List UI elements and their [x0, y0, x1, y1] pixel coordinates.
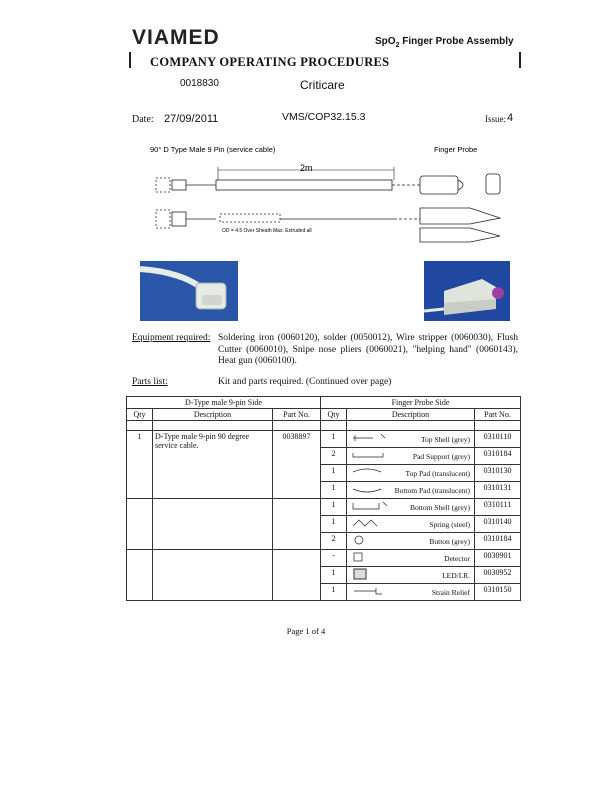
top-view-cable: [156, 174, 500, 194]
col-desc-right: Description: [347, 409, 475, 421]
table-row: [127, 431, 521, 448]
side-view-cable: [156, 208, 500, 242]
right-qty: 1: [321, 516, 347, 533]
right-qty: 2: [321, 533, 347, 550]
right-description-text: Button (grey): [429, 537, 470, 546]
right-qty: 1: [321, 431, 347, 448]
table-row: [127, 550, 521, 567]
right-qty: 2: [321, 448, 347, 465]
title-rest: Finger Probe Assembly: [399, 36, 514, 47]
right-qty: -: [321, 550, 347, 567]
col-qty-right: Qty: [321, 409, 347, 421]
finger-probe-image: [424, 261, 510, 321]
bottom-shell-icon: [351, 500, 391, 512]
top-shell-icon: [351, 432, 391, 444]
right-description-text: Top Pad (translucent): [405, 469, 470, 478]
right-qty: 1: [321, 584, 347, 601]
diagram-right-label: Finger Probe: [434, 145, 478, 154]
left-empty-cell: [273, 499, 321, 550]
document-number: 0018830: [180, 78, 219, 89]
length-label: 2m: [300, 163, 313, 173]
right-part-no: 0030901: [475, 550, 521, 567]
pad-support-icon: [351, 449, 391, 461]
left-empty-cell: [273, 550, 321, 601]
right-description-text: Bottom Pad (translucent): [394, 486, 470, 495]
col-part-left: Part No.: [273, 409, 321, 421]
client-name: Criticare: [300, 78, 345, 92]
issue-label: Issue:: [485, 114, 506, 124]
right-description-text: Strain Relief: [431, 588, 470, 597]
title-subscript: 2: [395, 42, 400, 49]
title-main: SpO: [375, 36, 396, 47]
date-value: 27/09/2011: [164, 113, 219, 125]
parts-text: Kit and parts required. (Continued over page): [218, 377, 392, 387]
right-qty: 1: [321, 567, 347, 584]
cop-title: COMPANY OPERATING PROCEDURES: [150, 55, 390, 69]
left-empty-cell: [153, 499, 273, 550]
right-qty: 1: [321, 499, 347, 516]
spring-icon: [351, 517, 391, 529]
left-part-no: 0038897: [273, 431, 321, 499]
right-group-header: Finger Probe Side: [321, 397, 521, 409]
issue-value: 4: [507, 112, 514, 124]
right-description: [347, 516, 475, 533]
cable-diagram: [150, 140, 520, 250]
right-description-text: Spring (steel): [429, 520, 470, 529]
right-description-text: Pad Support (grey): [412, 452, 470, 461]
right-description: [347, 567, 475, 584]
right-description: [347, 448, 475, 465]
right-description: [347, 465, 475, 482]
left-empty-cell: [153, 550, 273, 601]
table-group-header: [127, 397, 521, 409]
right-description-text: Top Shell (grey): [420, 435, 470, 444]
right-description-text: LED/I.R.: [442, 571, 470, 580]
right-part-no: 0310150: [475, 584, 521, 601]
right-part-no: 0310130: [475, 465, 521, 482]
col-desc-left: Description: [153, 409, 273, 421]
left-description: D-Type male 9-pin 90 degree service cable.: [153, 431, 273, 499]
right-part-no: 0310140: [475, 516, 521, 533]
left-empty-cell: [127, 550, 153, 601]
parts-label: Parts list:: [132, 377, 168, 387]
right-description: [347, 431, 475, 448]
diagram-note: OD = 4.5 Over Sheath Max. Extruded all: [222, 228, 312, 234]
right-description-text: Detector: [444, 554, 470, 563]
right-description: [347, 482, 475, 499]
spacer-row: [127, 421, 521, 431]
bottom-pad-icon: [351, 483, 391, 495]
detector-icon: [351, 551, 391, 563]
led-icon: [351, 568, 391, 580]
strain-relief-icon: [351, 585, 391, 597]
right-qty: 1: [321, 482, 347, 499]
table-column-headers: [127, 409, 521, 421]
equipment-label: Equipment required:: [132, 333, 211, 343]
d-type-connector-image: [140, 261, 238, 321]
right-part-no: 0310184: [475, 448, 521, 465]
button-icon: [351, 534, 391, 546]
right-description: [347, 584, 475, 601]
page-footer: Page 1 of 4: [286, 626, 326, 636]
left-group-header: D-Type male 9-pin Side: [127, 397, 321, 409]
right-description: [347, 533, 475, 550]
d-type-connector-photo: [140, 261, 238, 321]
right-qty: 1: [321, 465, 347, 482]
parts-table: [126, 396, 521, 601]
viamed-logo: VIAMED: [132, 26, 220, 49]
table-row: [127, 499, 521, 516]
right-part-no: 0030952: [475, 567, 521, 584]
right-part-no: 0310184: [475, 533, 521, 550]
right-part-no: 0310111: [475, 499, 521, 516]
document-title: [375, 36, 514, 49]
equipment-text: Soldering iron (0060120), solder (0050012), Wire stripper (0060030), Flush Cutter (0060010), Snipe nose pliers (0060021), "helping hand" (0060143), Heat gun (0060100).: [218, 333, 518, 366]
right-part-no: 0310110: [475, 431, 521, 448]
right-part-no: 0310131: [475, 482, 521, 499]
right-description-text: Bottom Shell (grey): [410, 503, 470, 512]
col-part-right: Part No.: [475, 409, 521, 421]
date-label: Date:: [132, 114, 154, 125]
right-description: [347, 499, 475, 516]
top-pad-icon: [351, 466, 391, 478]
right-margin-bar: [519, 52, 521, 68]
right-description: [347, 550, 475, 567]
left-qty: 1: [127, 431, 153, 499]
document-reference: VMS/COP32.15.3: [282, 111, 366, 123]
left-margin-bar: [129, 52, 131, 68]
finger-probe-photo: [424, 261, 510, 321]
left-empty-cell: [127, 499, 153, 550]
col-qty-left: Qty: [127, 409, 153, 421]
diagram-left-label: 90° D Type Male 9 Pin (service cable): [150, 145, 276, 154]
